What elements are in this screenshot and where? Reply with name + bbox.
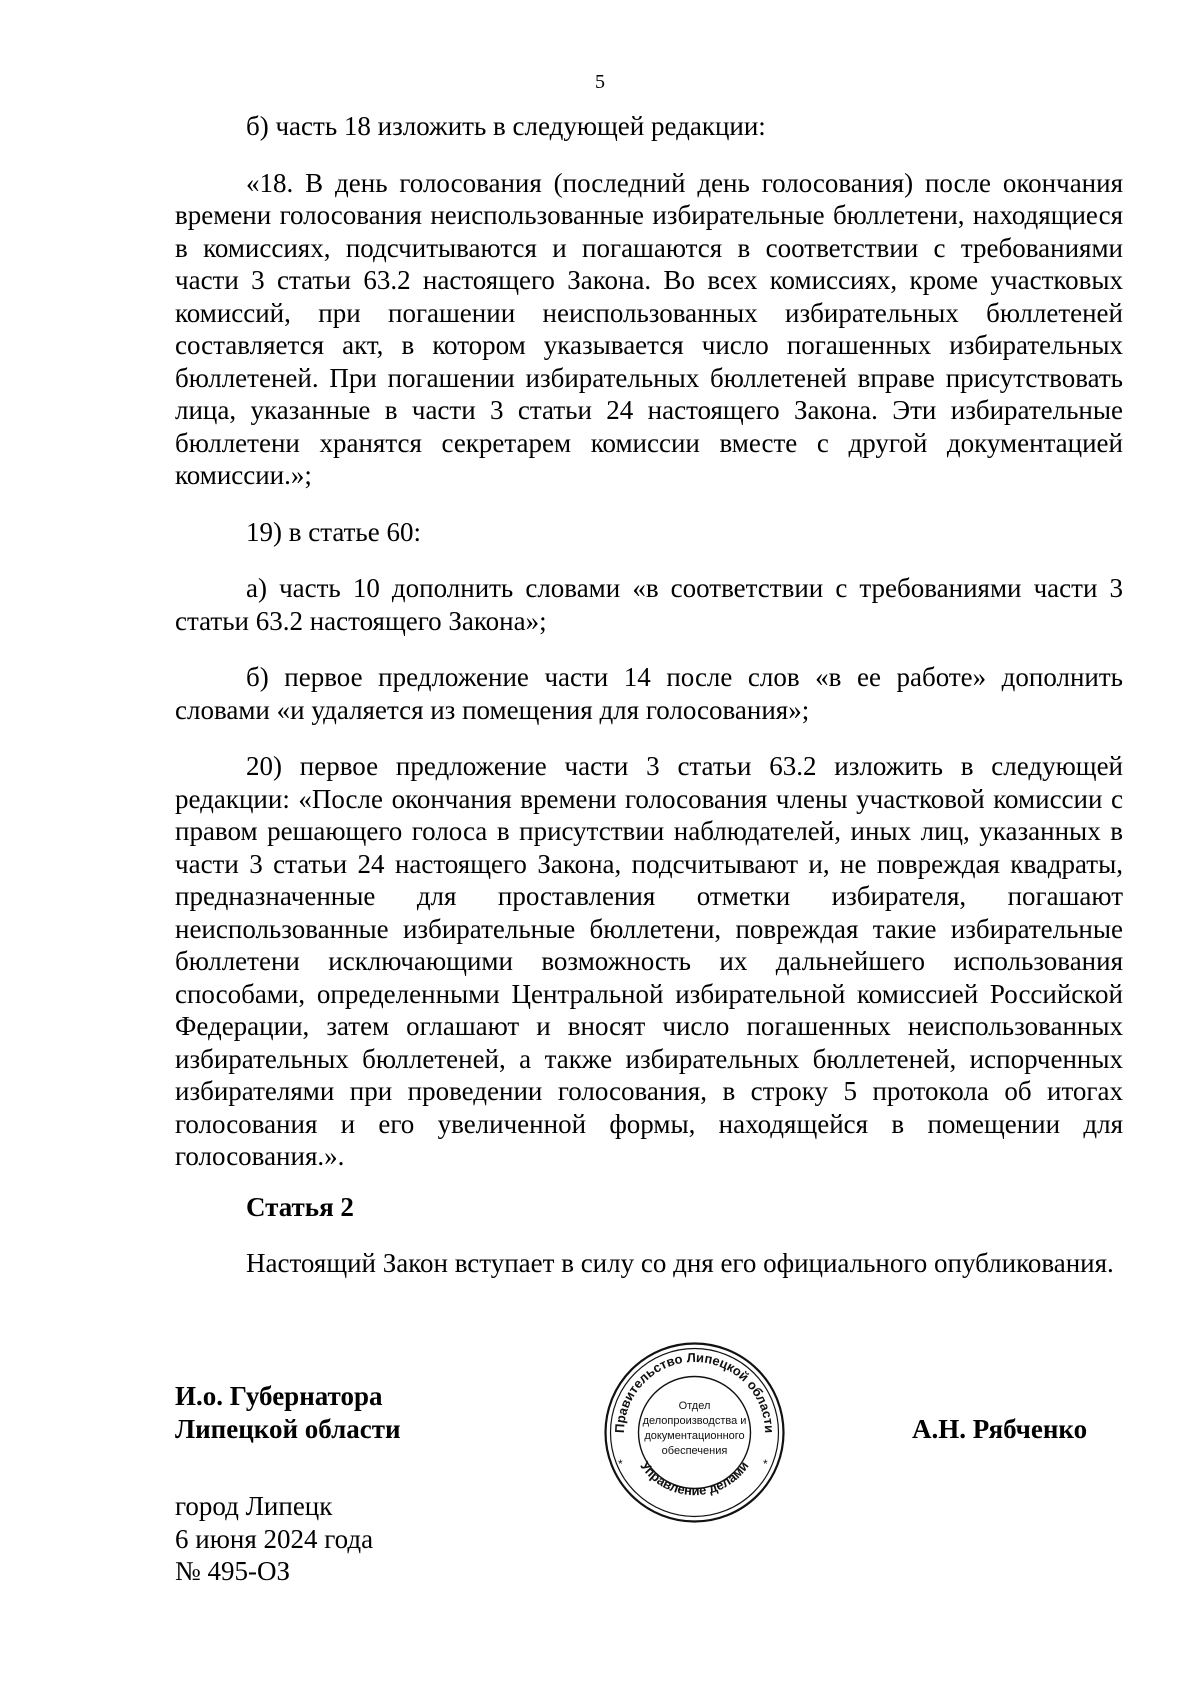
signer-title-line-1: И.о. Губернатора [175,1381,383,1411]
signer-title-line-2: Липецкой области [175,1413,401,1444]
seal-outer-text: Правительство Липецкой области [611,1349,778,1434]
paragraph-article-2-text: Настоящий Закон вступает в силу со дня его официального опубликования. [246,1248,1114,1278]
paragraph-item-20: 20) первое предложение части 3 статьи 63.2 изложить в следующей редакции: «После окончания времени голосования члены участковой комиссии с правом решающего голоса в присутствии наблюдателей, иных лиц, указанных в части 3 статьи 24 настоящего Закона, подсчитывают и, не повреждая квадраты, предназначенные для проставления отметки избирателя, погашают неиспользованные избирательные бюллетени, повреждая такие избирательные бюллетени исключающими возможность их дальнейшего использования способами, определенными Центральной избирательной комиссией Российской Федерации, затем оглашают и вносят число погашенных неиспользованных избирательных бюллетеней, а также избирательных бюллетеней, испорченных избирателями при проведении голосования, в строку 5 протокола об итогах голосования и его увеличенной формы, находящейся в помещении для голосования.». [175,751,1123,1171]
seal-inner-line-2: делопроизводства и [642,1415,747,1427]
paragraph-amendment-b: б) часть 18 изложить в следующей редакции: [246,111,766,141]
seal-inner-line-3: документационного [644,1430,745,1442]
official-seal [602,1340,787,1525]
seal-inner-line-4: обеспечения [661,1445,728,1457]
page-number: 5 [595,71,605,93]
paragraph-part-18-text: «18. В день голосования (последний день голосования) после окончания времени голосования неиспользованные избирательные бюллетени, находящиеся в комиссиях, подсчитываются и погашаются в соответствии с требованиями части 3 статьи 63.2 настоящего Закона. Во всех комиссиях, кроме участковых комиссий, при погашении неиспользованных избирательных бюллетеней составляется акт, в котором указывается число погашенных избирательных бюллетеней. При погашении избирательных бюллетеней вправе присутствовать лица, указанные в части 3 статьи 24 настоящего Закона. Эти избирательные бюллетени хранятся секретарем комиссии вместе с другой документацией комиссии.»; [175,167,1123,490]
paragraph-item-19b: б) первое предложение части 14 после слов «в ее работе» дополнить словами «и удаляется из помещения для голосования»; [175,662,1123,725]
paragraph-item-19a: а) часть 10 дополнить словами «в соответствии с требованиями части 3 статьи 63.2 настоящего Закона»; [175,573,1123,636]
article-2-heading: Статья 2 [246,1191,354,1222]
city: город Липецк [175,1491,333,1521]
seal-inner-line-1: Отдел [678,1400,711,1412]
svg-text:Управление делами [637,1458,751,1498]
seal-star-left-icon: * [618,1457,623,1471]
date: 6 июня 2024 года [175,1523,374,1554]
document-body [175,110,1123,1280]
law-number: № 495-ОЗ [175,1556,291,1586]
signer-title [175,1380,401,1445]
paragraph-item-19: 19) в статье 60: [246,516,421,547]
signer-name: А.Н. Рябченко [912,1414,1088,1444]
seal-star-right-icon: * [763,1457,768,1471]
place-date-number [175,1490,373,1588]
seal-bottom-text: Управление делами [637,1458,752,1499]
